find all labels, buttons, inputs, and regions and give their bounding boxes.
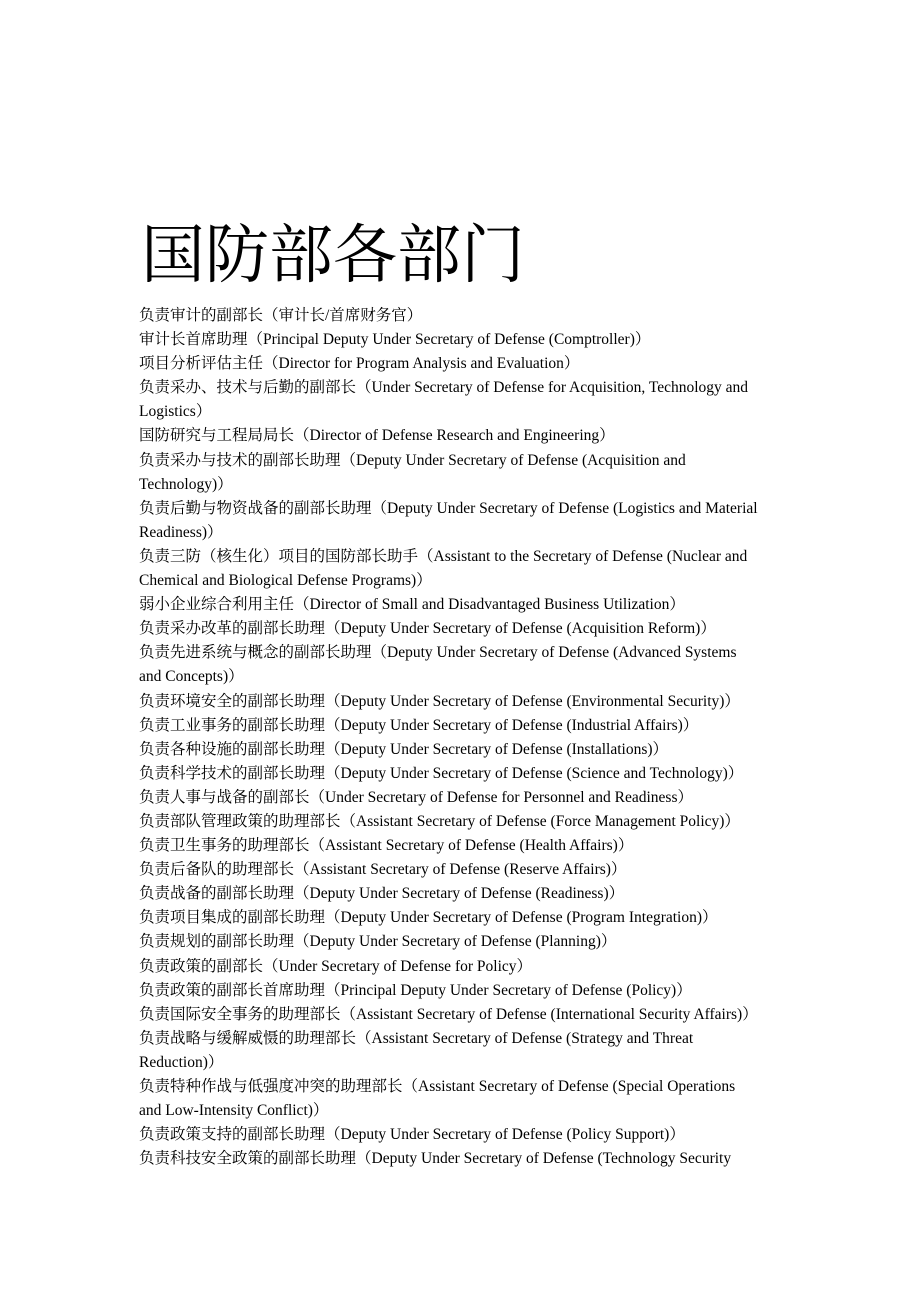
department-entry — [139, 304, 799, 328]
entry-line: 负责战备的副部长助理（Deputy Under Secretary of Defense (Readiness)） — [139, 885, 625, 903]
department-entry — [139, 762, 799, 786]
entry-line: 负责项目集成的副部长助理（Deputy Under Secretary of Defense (Program Integration)） — [139, 909, 718, 927]
department-entry — [139, 906, 799, 930]
entry-line: Logistics） — [139, 403, 212, 421]
department-entry — [139, 449, 799, 497]
department-entry — [139, 352, 799, 376]
entry-line: and Concepts)） — [139, 668, 244, 686]
entry-line: 负责审计的副部长（审计长/首席财务官） — [139, 307, 423, 324]
department-entry — [139, 497, 799, 545]
department-entry — [139, 545, 799, 593]
entry-line: 负责战略与缓解威慑的助理部长（Assistant Secretary of Defense (Strategy and Threat — [139, 1029, 694, 1047]
entry-line: 负责卫生事务的助理部长（Assistant Secretary of Defense (Health Affairs)） — [139, 837, 634, 855]
entry-line: Chemical and Biological Defense Programs)） — [139, 572, 432, 590]
entry-line: 国防研究与工程局局长（Director of Defense Research and Engineering） — [139, 427, 615, 445]
department-entry — [139, 376, 799, 424]
entry-line: 负责政策支持的副部长助理（Deputy Under Secretary of Defense (Policy Support)） — [139, 1126, 685, 1144]
entry-line: 负责人事与战备的副部长（Under Secretary of Defense for Personnel and Readiness） — [139, 788, 693, 806]
entry-line: 负责各种设施的副部长助理（Deputy Under Secretary of Defense (Installations)） — [139, 740, 669, 758]
entry-line: 负责采办改革的副部长助理（Deputy Under Secretary of Defense (Acquisition Reform)） — [139, 620, 716, 638]
department-entry — [139, 810, 799, 834]
entry-line: Readiness)） — [139, 523, 223, 541]
entry-line: 负责国际安全事务的助理部长（Assistant Secretary of Defense (International Security Affairs)） — [139, 1005, 758, 1023]
department-entry — [139, 930, 799, 954]
entry-line: 负责后勤与物资战备的副部长助理（Deputy Under Secretary of Defense (Logistics and Material — [139, 499, 758, 517]
entry-line: Technology)） — [139, 475, 233, 493]
department-entry — [139, 882, 799, 906]
department-entry — [139, 1147, 799, 1171]
entry-line: 负责科学技术的副部长助理（Deputy Under Secretary of Defense (Science and Technology)） — [139, 764, 744, 782]
department-entry — [139, 955, 799, 979]
department-entry — [139, 1075, 799, 1123]
entry-line: 弱小企业综合利用主任（Director of Small and Disadvantaged Business Utilization） — [139, 596, 685, 614]
entry-line: 审计长首席助理（Principal Deputy Under Secretary of Defense (Comptroller)） — [139, 331, 651, 349]
department-entry — [139, 641, 799, 689]
department-entry — [139, 1027, 799, 1075]
department-entry — [139, 690, 799, 714]
department-entry — [139, 328, 799, 352]
entry-line: 项目分析评估主任（Director for Program Analysis and Evaluation） — [139, 355, 580, 373]
department-entry — [139, 786, 799, 810]
department-list — [139, 304, 799, 1171]
department-entry — [139, 1003, 799, 1027]
department-entry — [139, 738, 799, 762]
entry-line: 负责后备队的助理部长（Assistant Secretary of Defense (Reserve Affairs)） — [139, 861, 627, 879]
entry-line: 负责部队管理政策的助理部长（Assistant Secretary of Defense (Force Management Policy)） — [139, 812, 740, 830]
entry-line: 负责政策的副部长首席助理（Principal Deputy Under Secretary of Defense (Policy)） — [139, 981, 692, 999]
department-entry — [139, 714, 799, 738]
entry-line: 负责先进系统与概念的副部长助理（Deputy Under Secretary of Defense (Advanced Systems — [139, 644, 737, 662]
entry-line: 负责工业事务的副部长助理（Deputy Under Secretary of Defense (Industrial Affairs)） — [139, 716, 699, 734]
department-entry — [139, 1123, 799, 1147]
department-entry — [139, 424, 799, 448]
department-entry — [139, 593, 799, 617]
entry-line: and Low-Intensity Conflict)） — [139, 1102, 329, 1120]
entry-line: 负责科技安全政策的副部长助理（Deputy Under Secretary of Defense (Technology Security — [139, 1150, 732, 1168]
department-entry — [139, 979, 799, 1003]
entry-line: Reduction)） — [139, 1053, 224, 1071]
department-entry — [139, 858, 799, 882]
entry-line: 负责特种作战与低强度冲突的助理部长（Assistant Secretary of Defense (Special Operations — [139, 1078, 736, 1095]
department-entry — [139, 617, 799, 641]
entry-line: 负责采办与技术的副部长助理（Deputy Under Secretary of Defense (Acquisition and — [139, 451, 686, 469]
department-entry — [139, 834, 799, 858]
document-title: 国防部各部门 — [141, 219, 525, 293]
entry-line: 负责政策的副部长（Under Secretary of Defense for Policy） — [139, 957, 533, 975]
entry-line: 负责环境安全的副部长助理（Deputy Under Secretary of Defense (Environmental Security)） — [139, 692, 740, 710]
entry-line: 负责规划的副部长助理（Deputy Under Secretary of Defense (Planning)） — [139, 933, 617, 951]
entry-line: 负责三防（核生化）项目的国防部长助手（Assistant to the Secretary of Defense (Nuclear and — [139, 547, 748, 565]
entry-line: 负责采办、技术与后勤的副部长（Under Secretary of Defense for Acquisition, Technology and — [139, 379, 749, 397]
